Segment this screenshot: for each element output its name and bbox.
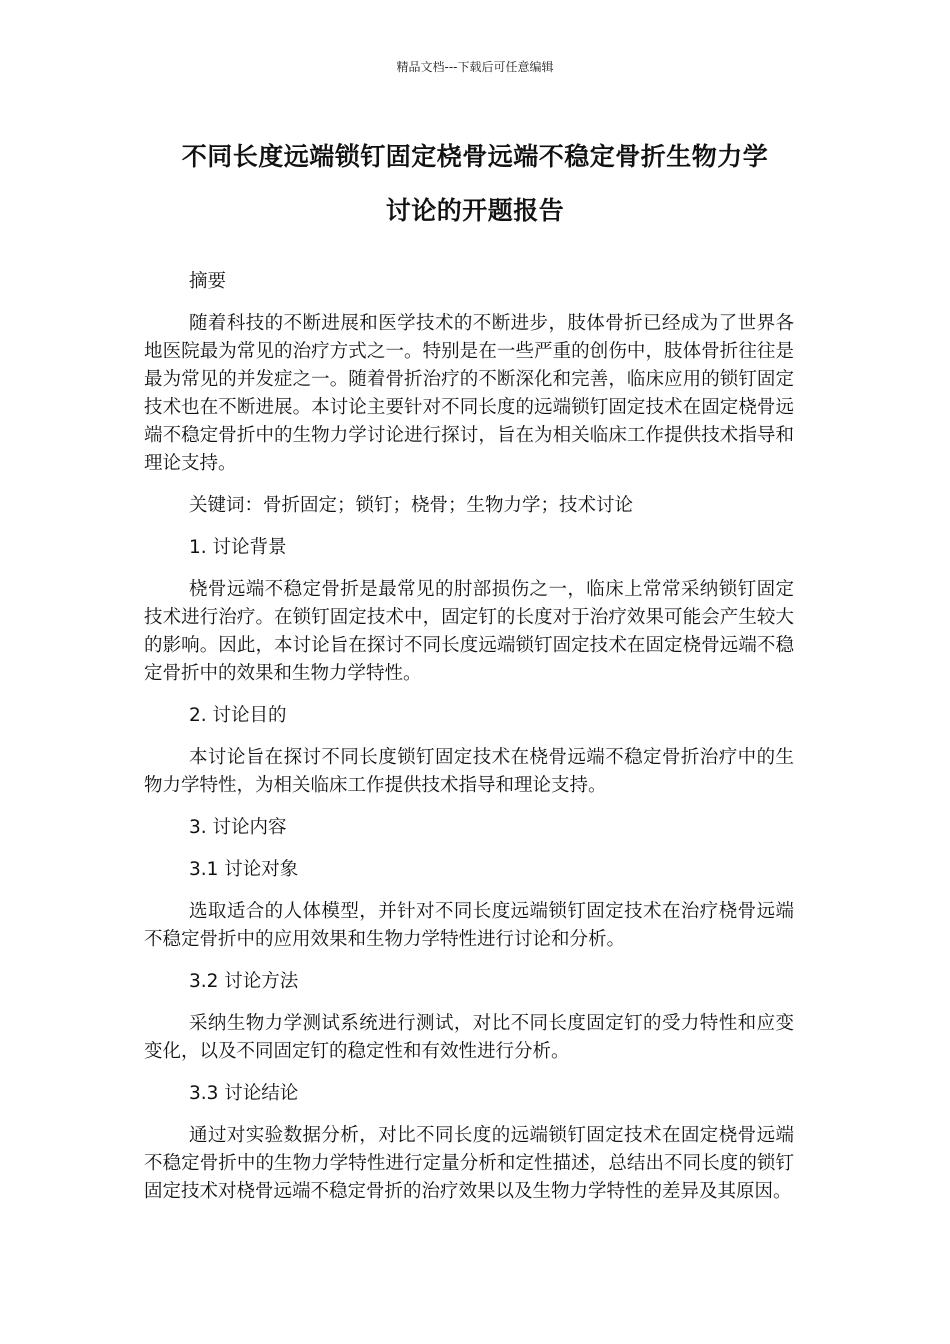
abstract-heading: 摘要 (189, 271, 227, 292)
section-2-paragraph: 本讨论旨在探讨不同长度锁钉固定技术在桡骨远端不稳定骨折治疗中的生物力学特性，为相关临床工作提供技术指导和理论支持。 (144, 747, 794, 796)
document-title (120, 130, 830, 238)
section-1-heading: 1. 讨论背景 (189, 537, 287, 558)
section-3-1-heading: 3.1 讨论对象 (189, 859, 299, 880)
title-line-2: 讨论的开题报告 (385, 196, 565, 225)
section-3-2-paragraph: 采纳生物力学测试系统进行测试，对比不同长度固定钉的受力特性和应变变化，以及不同固定钉的稳定性和有效性进行分析。 (144, 1013, 794, 1062)
keywords: 关键词：骨折固定；锁钉；桡骨；生物力学；技术讨论 (189, 495, 634, 516)
section-2-heading: 2. 讨论目的 (189, 705, 287, 726)
abstract-paragraph: 随着科技的不断进展和医学技术的不断进步，肢体骨折已经成为了世界各地医院最为常见的治疗方式之一。特别是在一些严重的创伤中，肢体骨折往往是最为常见的并发症之一。随着骨折治疗的不断深化和完善，临床应用的锁钉固定技术也在不断进展。本讨论主要针对不同长度的远端锁钉固定技术在固定桡骨远端不稳定骨折中的生物力学讨论进行探讨，旨在为相关临床工作提供技术指导和理论支持。 (144, 313, 794, 474)
section-3-2-heading: 3.2 讨论方法 (189, 971, 299, 992)
document-body (144, 268, 794, 1220)
title-line-1: 不同长度远端锁钉固定桡骨远端不稳定骨折生物力学 (181, 142, 769, 171)
section-1-paragraph: 桡骨远端不稳定骨折是最常见的肘部损伤之一，临床上常常采纳锁钉固定技术进行治疗。在锁钉固定技术中，固定钉的长度对于治疗效果可能会产生较大的影响。因此，本讨论旨在探讨不同长度远端锁钉固定技术在固定桡骨远端不稳定骨折中的效果和生物力学特性。 (144, 579, 794, 684)
section-3-3-paragraph: 通过对实验数据分析，对比不同长度的远端锁钉固定技术在固定桡骨远端不稳定骨折中的生物力学特性进行定量分析和定性描述，总结出不同长度的锁钉固定技术对桡骨远端不稳定骨折的治疗效果以及生物力学特性的差异及其原因。 (144, 1125, 794, 1202)
page-header: 精品文档---下载后可任意编辑 (396, 60, 554, 74)
section-3-1-paragraph: 选取适合的人体模型，并针对不同长度远端锁钉固定技术在治疗桡骨远端不稳定骨折中的应用效果和生物力学特性进行讨论和分析。 (144, 901, 794, 950)
section-3-heading: 3. 讨论内容 (189, 817, 287, 838)
section-3-3-heading: 3.3 讨论结论 (189, 1083, 299, 1104)
